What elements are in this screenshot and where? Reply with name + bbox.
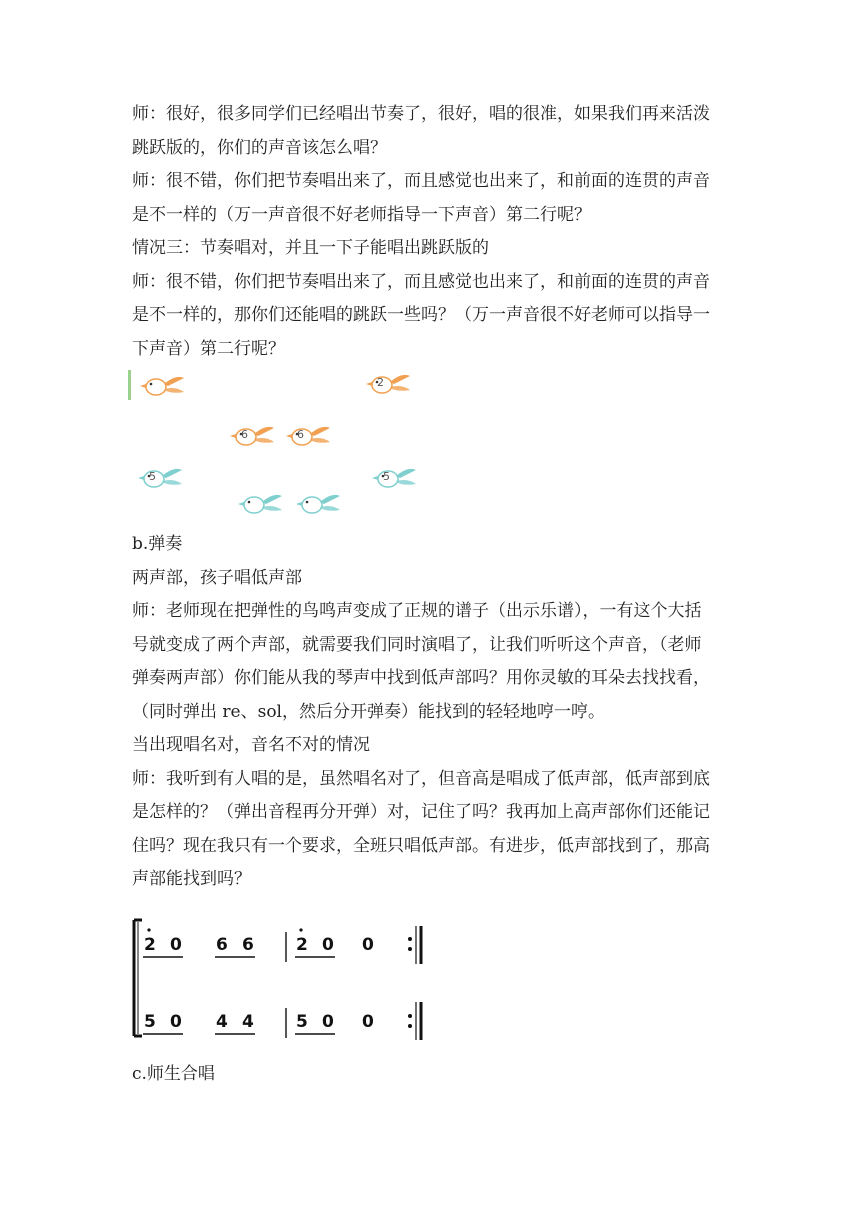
bird-shape	[138, 372, 186, 400]
note-lower: 5	[296, 1012, 308, 1032]
bird-shape	[228, 422, 276, 450]
paragraph-line: （同时弹出 re、sol，然后分开弹奏）能找到的轻轻地哼一哼。	[132, 702, 605, 722]
orange-bird-icon	[284, 422, 332, 450]
note-lower: 0	[170, 1012, 182, 1032]
bird-shape	[136, 464, 184, 492]
teal-bird-icon	[294, 490, 342, 518]
paragraph-line: 是怎样的？（弹出音程再分开弹）对，记住了吗？我再加上高声部你们还能记	[132, 802, 710, 822]
paragraph-line: 号就变成了两个声部，就需要我们同时演唱了，让我们听听这个声音，（老师	[132, 635, 702, 655]
paragraph-line: 弹奏两声部）你们能从我的琴声中找到低声部吗？用你灵敏的耳朵去找找看，	[132, 668, 710, 688]
bird-shape	[294, 490, 342, 518]
high-octave-dot	[299, 928, 302, 931]
bird-shape	[236, 490, 284, 518]
teal-bird-icon	[370, 464, 418, 492]
note-lower: 0	[322, 1012, 334, 1032]
note-lower: 4	[216, 1012, 228, 1032]
two-part-score	[126, 912, 446, 1044]
note-upper: 0	[170, 935, 182, 955]
note-lower: 4	[242, 1012, 254, 1032]
bird-note-label: 5	[149, 470, 156, 483]
paragraph-line: 下声音）第二行呢？	[132, 339, 285, 359]
bird-shape	[364, 370, 412, 398]
orange-bird-icon	[228, 422, 276, 450]
bird-note-label: 6	[241, 428, 248, 441]
paragraph-line: 声部能找到吗？	[132, 869, 251, 889]
paragraph-line: 住吗？现在我只有一个要求，全班只唱低声部。有进步，低声部找到了，那高	[132, 836, 710, 856]
note-upper: 6	[242, 935, 254, 955]
orange-bird-icon	[364, 370, 412, 398]
paragraph-line: 是不一样的（万一声音很不好老师指导一下声音）第二行呢？	[132, 205, 591, 225]
high-octave-dot	[147, 928, 150, 931]
note-upper: 0	[362, 935, 374, 955]
bird-note-label: 2	[377, 376, 384, 389]
repeat-dot	[408, 1014, 412, 1018]
paragraph-line: 师：很不错，你们把节奏唱出来了，而且感觉也出来了，和前面的连贯的声音	[132, 272, 710, 292]
bird-note-label: 6	[297, 428, 304, 441]
repeat-dot	[408, 937, 412, 941]
orange-bird-icon	[138, 372, 186, 400]
note-upper: 2	[144, 935, 156, 955]
paragraph-line: 师：很好，很多同学们已经唱出节奏了，很好，唱的很准，如果我们再来活泼	[132, 104, 710, 124]
repeat-dot	[408, 1024, 412, 1028]
note-upper: 0	[322, 935, 334, 955]
bird-notes-illustration	[128, 368, 418, 520]
paragraph-line: 师：我听到有人唱的是，虽然唱名对了，但音高是唱成了低声部，低声部到底	[132, 769, 710, 789]
bird-note-label: 5	[383, 470, 390, 483]
paragraph-line: 情况三：节奏唱对，并且一下子能唱出跳跃版的	[132, 238, 489, 258]
note-lower: 0	[362, 1012, 374, 1032]
paragraph-line: 当出现唱名对，音名不对的情况	[132, 735, 370, 755]
repeat-dot	[408, 947, 412, 951]
paragraph-line: 跳跃版的，你们的声音该怎么唱？	[132, 138, 387, 158]
section-b-heading: b.弹奏	[132, 534, 183, 554]
paragraph-line: 师：老师现在把弹性的鸟鸣声变成了正规的谱子（出示乐谱），一有这个大括	[132, 601, 702, 621]
green-edge-decoration	[128, 370, 131, 400]
note-upper: 2	[296, 935, 308, 955]
section-c-heading: c.师生合唱	[132, 1064, 215, 1084]
note-lower: 5	[144, 1012, 156, 1032]
bird-shape	[284, 422, 332, 450]
bird-shape	[370, 464, 418, 492]
paragraph-line: 是不一样的，那你们还能唱的跳跃一些吗？（万一声音很不好老师可以指导一	[132, 305, 710, 325]
teal-bird-icon	[236, 490, 284, 518]
paragraph-line: 师：很不错，你们把节奏唱出来了，而且感觉也出来了，和前面的连贯的声音	[132, 171, 710, 191]
teal-bird-icon	[136, 464, 184, 492]
score-svg	[126, 912, 446, 1044]
note-upper: 6	[216, 935, 228, 955]
section-b-subheading: 两声部，孩子唱低声部	[132, 568, 302, 588]
